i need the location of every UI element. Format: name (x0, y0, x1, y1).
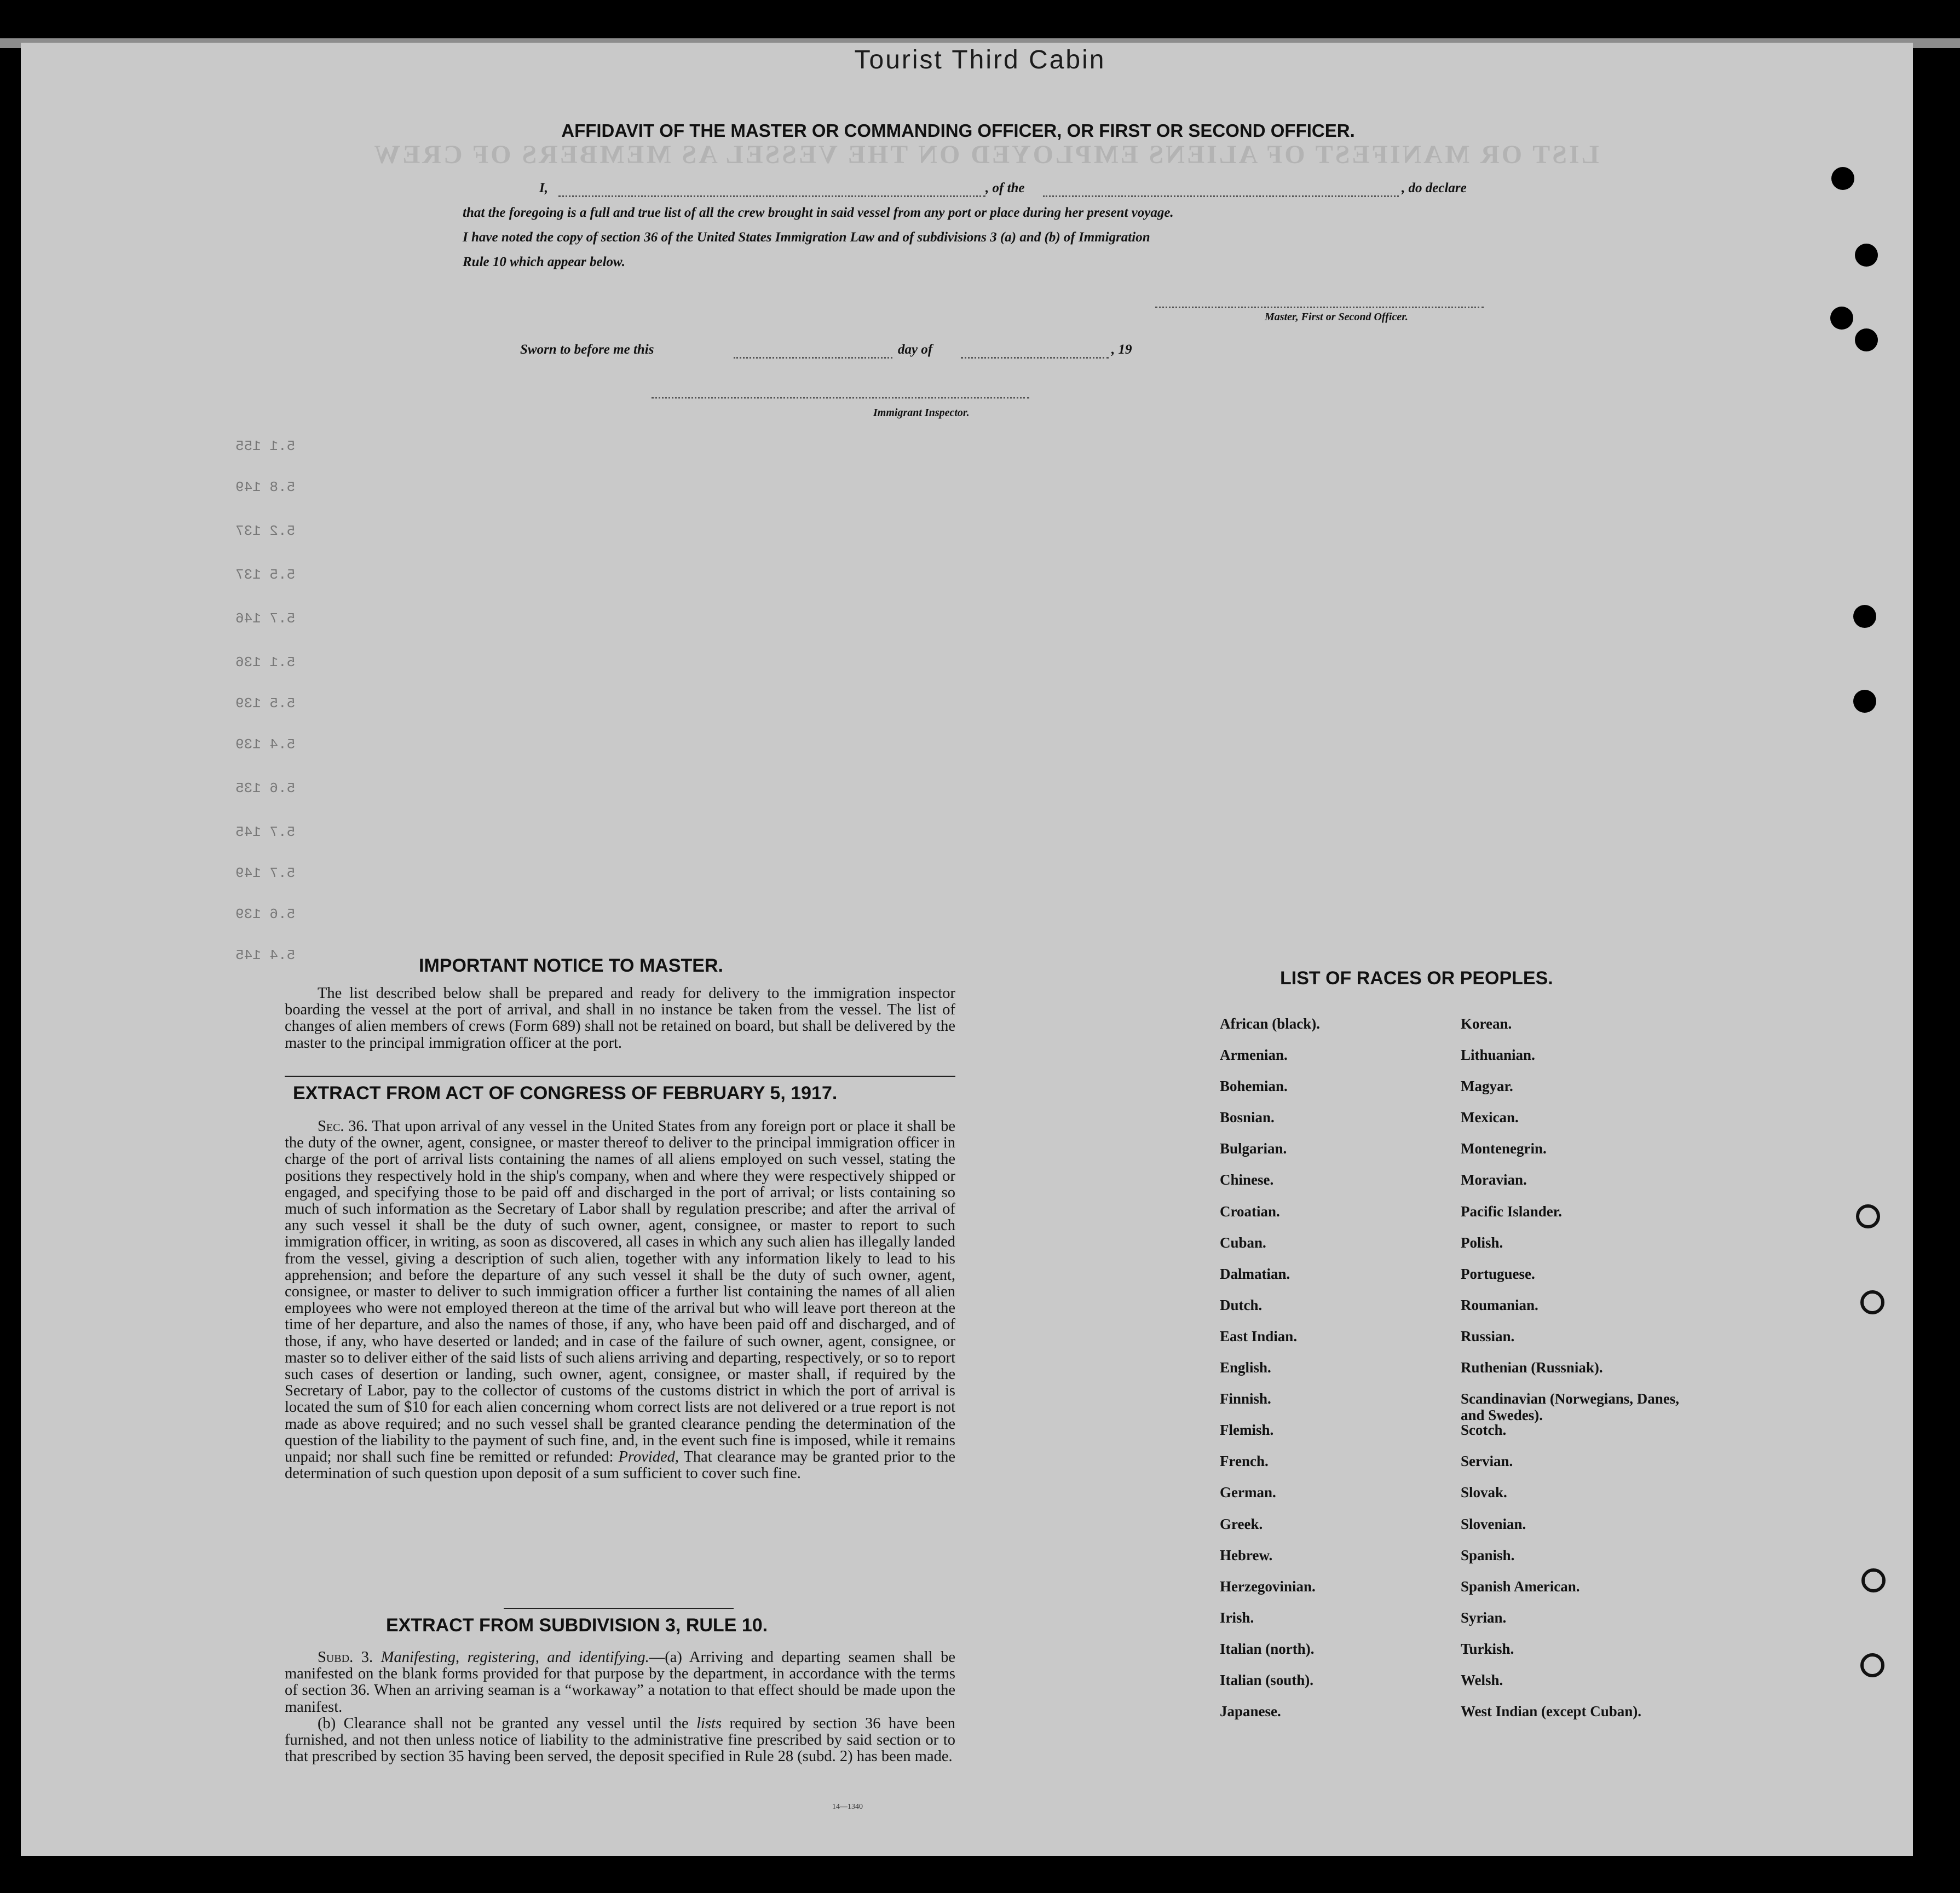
sec-36-label: Sec. 36. (318, 1118, 368, 1135)
race-item: Italian (north). (1220, 1640, 1315, 1657)
race-item: French. (1220, 1453, 1269, 1470)
bleed-row-5: 5.7 146 (235, 610, 296, 627)
binder-hole (1855, 244, 1878, 267)
race-item: Moravian. (1461, 1171, 1527, 1188)
race-item: Cuban. (1220, 1234, 1266, 1251)
subd-3-label: Subd. 3. (318, 1649, 373, 1666)
cabin-class-stamp: Tourist Third Cabin (854, 45, 1106, 74)
form-number: 14—1340 (832, 1803, 863, 1811)
race-item: Croatian. (1220, 1203, 1280, 1220)
notice-title: IMPORTANT NOTICE TO MASTER. (419, 955, 723, 976)
affidavit-title: AFFIDAVIT OF THE MASTER OR COMMANDING OFFICER, OR FIRST OR SECOND OFFICER. (561, 120, 1355, 141)
master-signature-line (1155, 307, 1484, 308)
race-item: Chinese. (1220, 1171, 1274, 1188)
lists-word: lists (696, 1715, 722, 1732)
binder-hole (1855, 328, 1878, 351)
bleed-row-8: 5.4 139 (235, 736, 296, 753)
bleed-row-4: 5.5 137 (235, 567, 296, 583)
act-extract-title: EXTRACT FROM ACT OF CONGRESS OF FEBRUARY 5, 1917. (293, 1083, 838, 1104)
race-item: Dalmatian. (1220, 1265, 1290, 1282)
binder-ring (1860, 1653, 1884, 1677)
binder-hole (1831, 167, 1854, 190)
race-item: Spanish. (1461, 1546, 1515, 1563)
race-item: African (black). (1220, 1015, 1320, 1032)
races-right-column (1461, 1015, 1691, 1734)
provided-word: Provided, (618, 1448, 679, 1466)
affidavit-line-2: that the foregoing is a full and true list of all the crew brought in said vessel from any port or place during her present voyage. (463, 205, 1174, 220)
binder-ring (1860, 1290, 1884, 1314)
affidavit-line-3: I have noted the copy of section 36 of the United States Immigration Law and of subdivisions 3 (a) and (b) of Immigration (463, 230, 1150, 245)
bleed-row-12: 5.6 139 (235, 906, 296, 922)
sworn-day-blank (734, 357, 892, 359)
subd-3-b-text: required by section 36 have been furnished, and not then unless notice of liability to the administrative fine prescribed by said section or to that prescribed by section 35 having been served, the deposit specified in Rule 28 (subd. 2) has been made. (285, 1715, 956, 1765)
binder-hole (1853, 605, 1876, 628)
races-left-column (1220, 1015, 1320, 1734)
race-item: Armenian. (1220, 1047, 1288, 1064)
race-item: English. (1220, 1359, 1271, 1376)
rule-extract-title: EXTRACT FROM SUBDIVISION 3, RULE 10. (386, 1615, 768, 1636)
bleed-through-title: LIST OR MANIFEST OF ALIENS EMPLOYED ON THE VESSEL AS MEMBERS OF CREW (372, 140, 1599, 169)
race-item: Roumanian. (1461, 1296, 1538, 1313)
race-item: Italian (south). (1220, 1671, 1314, 1688)
bleed-row-7: 5.5 139 (235, 695, 296, 712)
affidavit-of-the: , of the (985, 181, 1025, 195)
race-item: Polish. (1461, 1234, 1503, 1251)
race-item: West Indian (except Cuban). (1461, 1703, 1642, 1720)
sec-36-end: That clearance may be granted prior to the determination of such question upon deposit of a sum sufficient to cover such fine. (285, 1448, 955, 1482)
race-item: East Indian. (1220, 1328, 1298, 1344)
sworn-month-blank (961, 357, 1109, 359)
inspector-label: Immigrant Inspector. (873, 407, 970, 419)
bleed-row-6: 5.1 136 (235, 654, 296, 671)
race-item: Herzegovinian. (1220, 1578, 1316, 1595)
race-item: Scotch. (1461, 1422, 1507, 1439)
section-rule (285, 1076, 955, 1077)
race-item: Finnish. (1220, 1390, 1271, 1407)
race-item: Slovak. (1461, 1484, 1507, 1501)
section-rule (504, 1608, 734, 1609)
race-item: Greek. (1220, 1515, 1263, 1532)
subd-3-italic: Manifesting, registering, and identifying. (381, 1649, 649, 1666)
race-item: Scandinavian (Norwegians, Danes, and Swedes). (1461, 1390, 1680, 1424)
race-item: Korean. (1461, 1015, 1512, 1032)
sec-36-body: That upon arrival of any vessel in the United States from any foreign port or place it shall be the duty of the owner, agent, consignee, or master thereof to deliver to the principal immigration officer in charge of the port of arrival lists containing the names of all aliens employed on such vessel, stating the positions they respectively hold in the ship's company, when and where they were respectively shipped or engaged, and specifying those to be paid off and discharged in the port of arrival; or lists containing so much of such information as the Secretary of Labor shall by regulation prescribe; and after the arrival of any such vessel it shall be the duty of such owner, agent, consignee, or master to report to such immigration officer, in writing, as soon as discovered, all cases in which any such alien has illegally landed from the vessel, giving a description of such alien, together with any information likely to lead to his apprehension; and before the departure of any such vessel it shall be the duty of such owner, agent, consignee, or master to deliver to such immigration officer a further list containing the names of all alien employees who were not employed thereon at the time of the arrival but who will leave port thereon at the time of her departure, and also the names of those, if any, who have been paid off and discharged, and of those, if any, who have deserted or landed; and in case of the failure of such owner, agent, consignee, or master so to deliver either of the said lists of such aliens arriving and departing, respectively, or so to report such cases of desertion or landing, such owner, agent, consignee, or master shall, if required by the Secretary of Labor, pay to the collector of customs of the customs district in which the port of arrival is located the sum of $10 for each alien concerning whom correct lists are not delivered or a true report is not made as above required; and no such vessel shall be granted clearance pending the determination of the question of the liability to the payment of such fine, and, in the event such fine is imposed, while it remains unpaid; nor shall such fine be remitted or refunded: (285, 1118, 955, 1466)
race-item: Magyar. (1461, 1078, 1513, 1095)
affidavit-do-declare: , do declare (1402, 181, 1467, 195)
race-item: Syrian. (1461, 1609, 1507, 1626)
race-item: Lithuanian. (1461, 1047, 1535, 1064)
race-item: Montenegrin. (1461, 1140, 1547, 1157)
binder-ring (1861, 1568, 1886, 1592)
race-item: Welsh. (1461, 1671, 1503, 1688)
race-item: Mexican. (1461, 1109, 1519, 1126)
vessel-blank-line (1043, 195, 1399, 197)
notice-text: The list described below shall be prepared and ready for delivery to the immigration inspector boarding the vessel at the port of arrival, and shall in no instance be taken from the vessel. The list of changes of alien members of crews (Form 689) shall not be retained on board, but shall be delivered by the master to the principal immigration officer at the port. (285, 985, 955, 1052)
race-item: Irish. (1220, 1609, 1254, 1626)
act-extract-text (285, 1118, 955, 1482)
affidavit-line-4: Rule 10 which appear below. (463, 255, 626, 269)
race-item: Dutch. (1220, 1296, 1263, 1313)
race-item: Servian. (1461, 1453, 1513, 1470)
bleed-row-11: 5.7 149 (235, 865, 296, 881)
race-item: Hebrew. (1220, 1546, 1273, 1563)
race-item: Portuguese. (1461, 1265, 1535, 1282)
bleed-row-9: 5.6 135 (235, 780, 296, 797)
inspector-signature-line (652, 397, 1029, 399)
binder-hole (1853, 690, 1876, 713)
name-blank-line (558, 195, 985, 197)
bleed-row-10: 5.7 145 (235, 824, 296, 840)
race-item: Bohemian. (1220, 1078, 1288, 1095)
subd-3-a-text: —(a) Arriving and departing seamen shall be manifested on the blank forms provided for that purpose by the department, in accordance with the terms of section 36. When an arriving seaman is a “workaway” a notation to that effect should be made upon the manifest. (285, 1649, 956, 1716)
binder-ring (1856, 1204, 1880, 1228)
race-item: Bosnian. (1220, 1109, 1275, 1126)
races-title: LIST OF RACES OR PEOPLES. (1280, 968, 1553, 989)
day-of-text: day of (898, 342, 933, 357)
affidavit-i: I, (539, 181, 548, 195)
bleed-row-3: 5.2 137 (235, 523, 296, 539)
binder-hole (1830, 307, 1853, 330)
master-label: Master, First or Second Officer. (1265, 311, 1408, 323)
race-item: Pacific Islander. (1461, 1203, 1562, 1220)
race-item: Russian. (1461, 1328, 1515, 1344)
bleed-row-1: 5.1 155 (235, 438, 296, 454)
race-item: Turkish. (1461, 1640, 1514, 1657)
race-item: Bulgarian. (1220, 1140, 1287, 1157)
race-item: Japanese. (1220, 1703, 1281, 1720)
bleed-row-13: 5.4 145 (235, 947, 296, 963)
rule-extract-text (285, 1649, 955, 1765)
race-item: Flemish. (1220, 1422, 1274, 1439)
bleed-row-2: 5.8 149 (235, 479, 296, 495)
race-item: Spanish American. (1461, 1578, 1580, 1595)
year-text: , 19 (1111, 342, 1132, 357)
race-item: German. (1220, 1484, 1276, 1501)
race-item: Slovenian. (1461, 1515, 1526, 1532)
race-item: Ruthenian (Russniak). (1461, 1359, 1603, 1376)
sworn-text: Sworn to before me this (520, 342, 654, 357)
subd-3-b-start: (b) Clearance shall not be granted any vessel until the (318, 1715, 689, 1732)
